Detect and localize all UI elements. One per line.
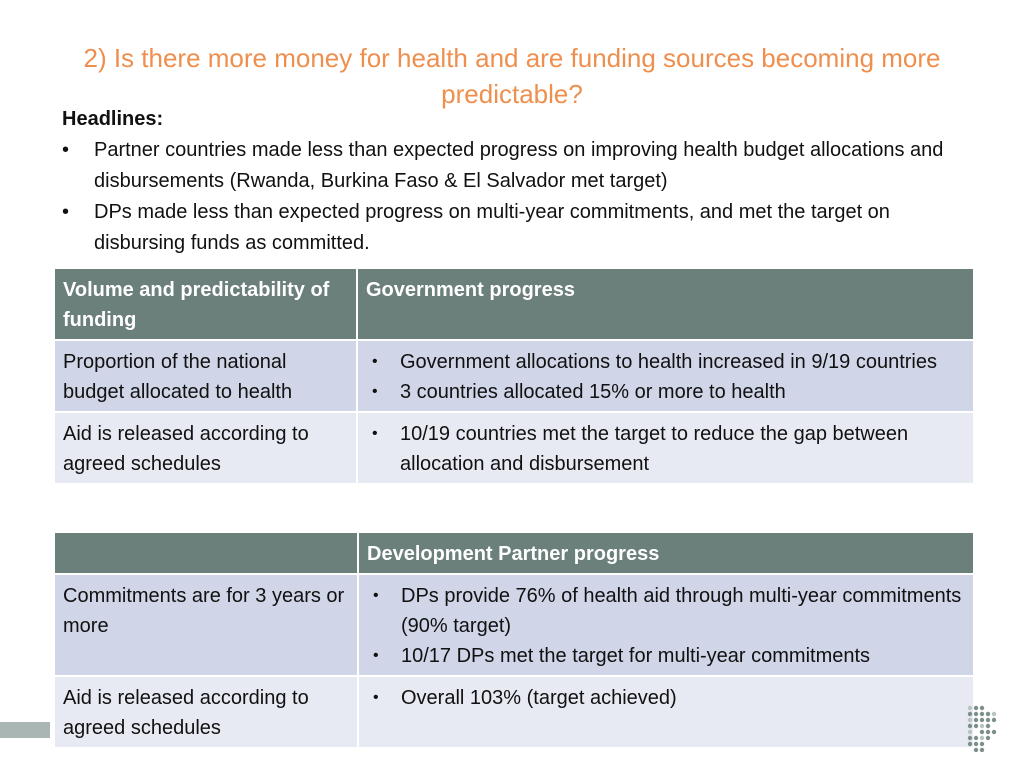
row-label: Aid is released according to agreed schedules [54,676,358,748]
government-progress-table [53,267,975,485]
list-item: • 10/19 countries met the target to reduce the gap between allocation and disbursement [366,419,965,479]
row-content [358,676,974,748]
table-header-row [54,532,974,574]
development-partner-progress-table [53,531,975,749]
column-header: Volume and predictability of funding [54,268,357,340]
list-item: • Overall 103% (target achieved) [367,683,965,713]
row-content [357,412,974,484]
row-label: Aid is released according to agreed schedules [54,412,357,484]
row-content [358,574,974,676]
decorative-bar [0,722,50,738]
headline-bullet: • Partner countries made less than expected progress on improving health budget allocations and disbursements (Rwanda, Burkina Faso & El Salvador met target) [62,135,962,197]
headlines-label: Headlines: [62,108,164,130]
list-item: • Government allocations to health increased in 9/19 countries [366,347,965,377]
table-header-row [54,268,974,340]
slide-title: 2) Is there more money for health and are funding sources becoming more predictable? [83,43,941,109]
column-header [54,532,358,574]
row-content [357,340,974,412]
headlines-section [62,104,962,259]
table-row [54,412,974,484]
row-label: Proportion of the national budget allocated to health [54,340,357,412]
table-row [54,676,974,748]
headline-bullet: • DPs made less than expected progress on multi-year commitments, and met the target on disbursing funds as committed. [62,197,962,259]
list-item: • 3 countries allocated 15% or more to health [366,377,965,407]
column-header: Development Partner progress [358,532,974,574]
column-header: Government progress [357,268,974,340]
headlines-list [62,135,962,259]
row-label: Commitments are for 3 years or more [54,574,358,676]
table-row [54,340,974,412]
dot-grid-logo-icon [966,704,1000,752]
table-row [54,574,974,676]
list-item: • 10/17 DPs met the target for multi-year commitments [367,641,965,671]
list-item: • DPs provide 76% of health aid through multi-year commitments (90% target) [367,581,965,641]
